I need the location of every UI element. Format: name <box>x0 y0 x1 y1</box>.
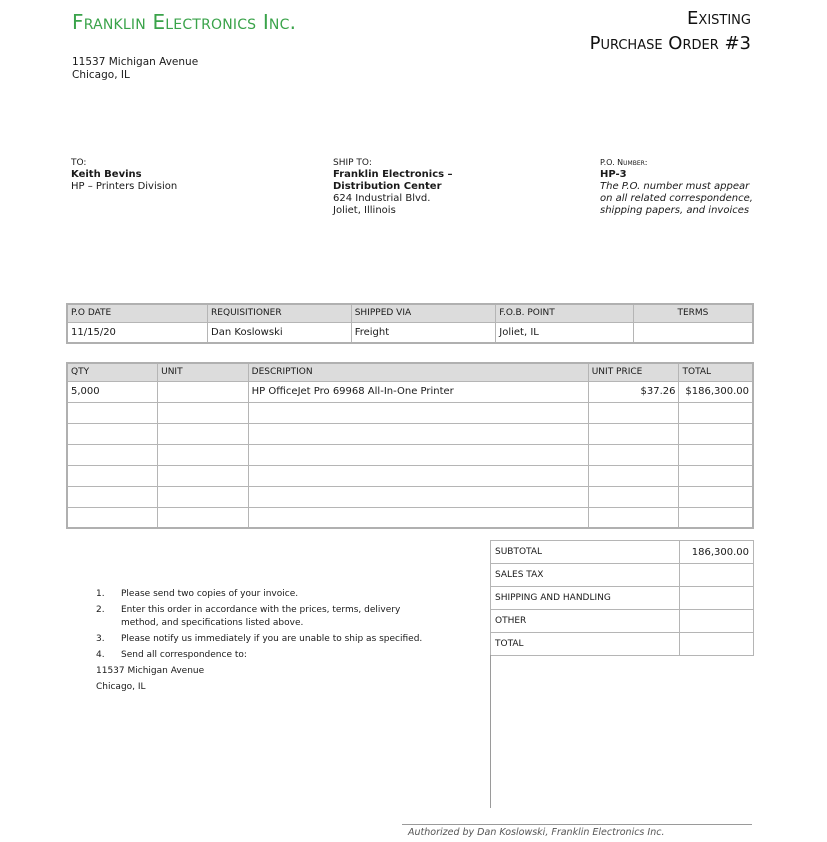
table-row-empty <box>67 465 753 486</box>
address-line2: Chicago, IL <box>72 69 130 81</box>
notes-address-line2: Chicago, IL <box>96 682 146 692</box>
line-items-table <box>66 362 754 529</box>
total-row <box>491 633 754 656</box>
note-number: 2. <box>96 605 105 615</box>
shipping-value <box>680 587 754 610</box>
value-fob-point: Joliet, IL <box>496 322 634 343</box>
table-row-empty <box>67 507 753 528</box>
header-fob-point: F.O.B. POINT <box>496 304 634 322</box>
table-row <box>67 381 753 402</box>
total-value <box>680 633 754 656</box>
shipping-row <box>491 587 754 610</box>
other-label: OTHER <box>491 610 680 633</box>
note-text: Enter this order in accordance with the prices, terms, delivery <box>121 605 401 615</box>
divider-line <box>490 655 491 808</box>
notes-list <box>96 588 422 694</box>
po-note-line1: The P.O. number must appear <box>600 181 750 192</box>
note-text: Please send two copies of your invoice. <box>121 589 299 599</box>
value-requisitioner: Dan Koslowski <box>208 322 352 343</box>
authorized-by: Authorized by Dan Koslowski, Franklin Electronics Inc. <box>408 827 665 838</box>
item-total: $186,300.00 <box>679 381 753 402</box>
order-info-value-row <box>67 322 753 343</box>
note-text: Send all correspondence to: <box>121 650 247 660</box>
note-number: 3. <box>96 634 105 644</box>
header-description: DESCRIPTION <box>248 363 588 381</box>
table-row-empty <box>67 444 753 465</box>
po-title <box>590 6 751 56</box>
ship-to-line4: Joliet, Illinois <box>333 205 396 216</box>
to-line2: HP – Printers Division <box>71 181 178 192</box>
ship-to-block <box>333 157 453 217</box>
sales-tax-value <box>680 564 754 587</box>
list-item <box>96 604 422 630</box>
note-text-continued: method, and specifications listed above. <box>121 618 304 628</box>
value-po-date: 11/15/20 <box>67 322 208 343</box>
other-value <box>680 610 754 633</box>
ship-to-line3: 624 Industrial Blvd. <box>333 193 431 204</box>
value-shipped-via: Freight <box>351 322 496 343</box>
table-row-empty <box>67 486 753 507</box>
to-name: Keith Bevins <box>71 169 142 180</box>
ship-to-line1: Franklin Electronics – <box>333 169 453 180</box>
item-description: HP OfficeJet Pro 69968 All-In-One Printer <box>248 381 588 402</box>
sales-tax-row <box>491 564 754 587</box>
ship-to-label: SHIP TO: <box>333 158 372 168</box>
header-unit-price: UNIT PRICE <box>588 363 679 381</box>
item-unit <box>158 381 249 402</box>
note-number: 1. <box>96 589 105 599</box>
header-shipped-via: SHIPPED VIA <box>351 304 496 322</box>
order-info-table <box>66 303 754 344</box>
po-title-line1: Existing <box>687 8 751 29</box>
note-text: Please notify us immediately if you are unable to ship as specified. <box>121 634 423 644</box>
note-number: 4. <box>96 650 105 660</box>
header-requisitioner: REQUISITIONER <box>208 304 352 322</box>
po-note-line2: on all related correspondence, <box>600 193 753 204</box>
company-address <box>72 56 198 82</box>
company-name: Franklin Electronics Inc. <box>72 10 297 34</box>
total-label: TOTAL <box>491 633 680 656</box>
notes-address-line1: 11537 Michigan Avenue <box>96 666 205 676</box>
table-row-empty <box>67 402 753 423</box>
header-total: TOTAL <box>679 363 753 381</box>
to-label: TO: <box>71 158 87 168</box>
po-number-value: HP-3 <box>600 169 627 180</box>
order-info-header-row <box>67 304 753 322</box>
list-item <box>96 633 422 646</box>
list-item <box>96 649 422 662</box>
items-header-row <box>67 363 753 381</box>
totals-table <box>490 540 754 656</box>
address-line1: 11537 Michigan Avenue <box>72 56 199 68</box>
shipping-label: SHIPPING AND HANDLING <box>491 587 680 610</box>
value-terms <box>633 322 753 343</box>
signature-line <box>402 824 752 825</box>
header-terms: TERMS <box>633 304 753 322</box>
header-unit: UNIT <box>158 363 249 381</box>
po-note-line3: shipping papers, and invoices <box>600 205 750 216</box>
po-title-line2: Purchase Order #3 <box>589 33 751 54</box>
header-qty: QTY <box>67 363 158 381</box>
ship-to-line2: Distribution Center <box>333 181 442 192</box>
to-block <box>71 157 177 193</box>
item-unit-price: $37.26 <box>588 381 679 402</box>
header-po-date: P.O DATE <box>67 304 208 322</box>
subtotal-value: 186,300.00 <box>680 541 754 564</box>
subtotal-label: SUBTOTAL <box>491 541 680 564</box>
item-qty: 5,000 <box>67 381 158 402</box>
list-item <box>96 588 422 601</box>
sales-tax-label: SALES TAX <box>491 564 680 587</box>
other-row <box>491 610 754 633</box>
subtotal-row <box>491 541 754 564</box>
po-number-label: P.O. Number: <box>600 158 648 167</box>
po-number-block <box>600 157 753 217</box>
table-row-empty <box>67 423 753 444</box>
